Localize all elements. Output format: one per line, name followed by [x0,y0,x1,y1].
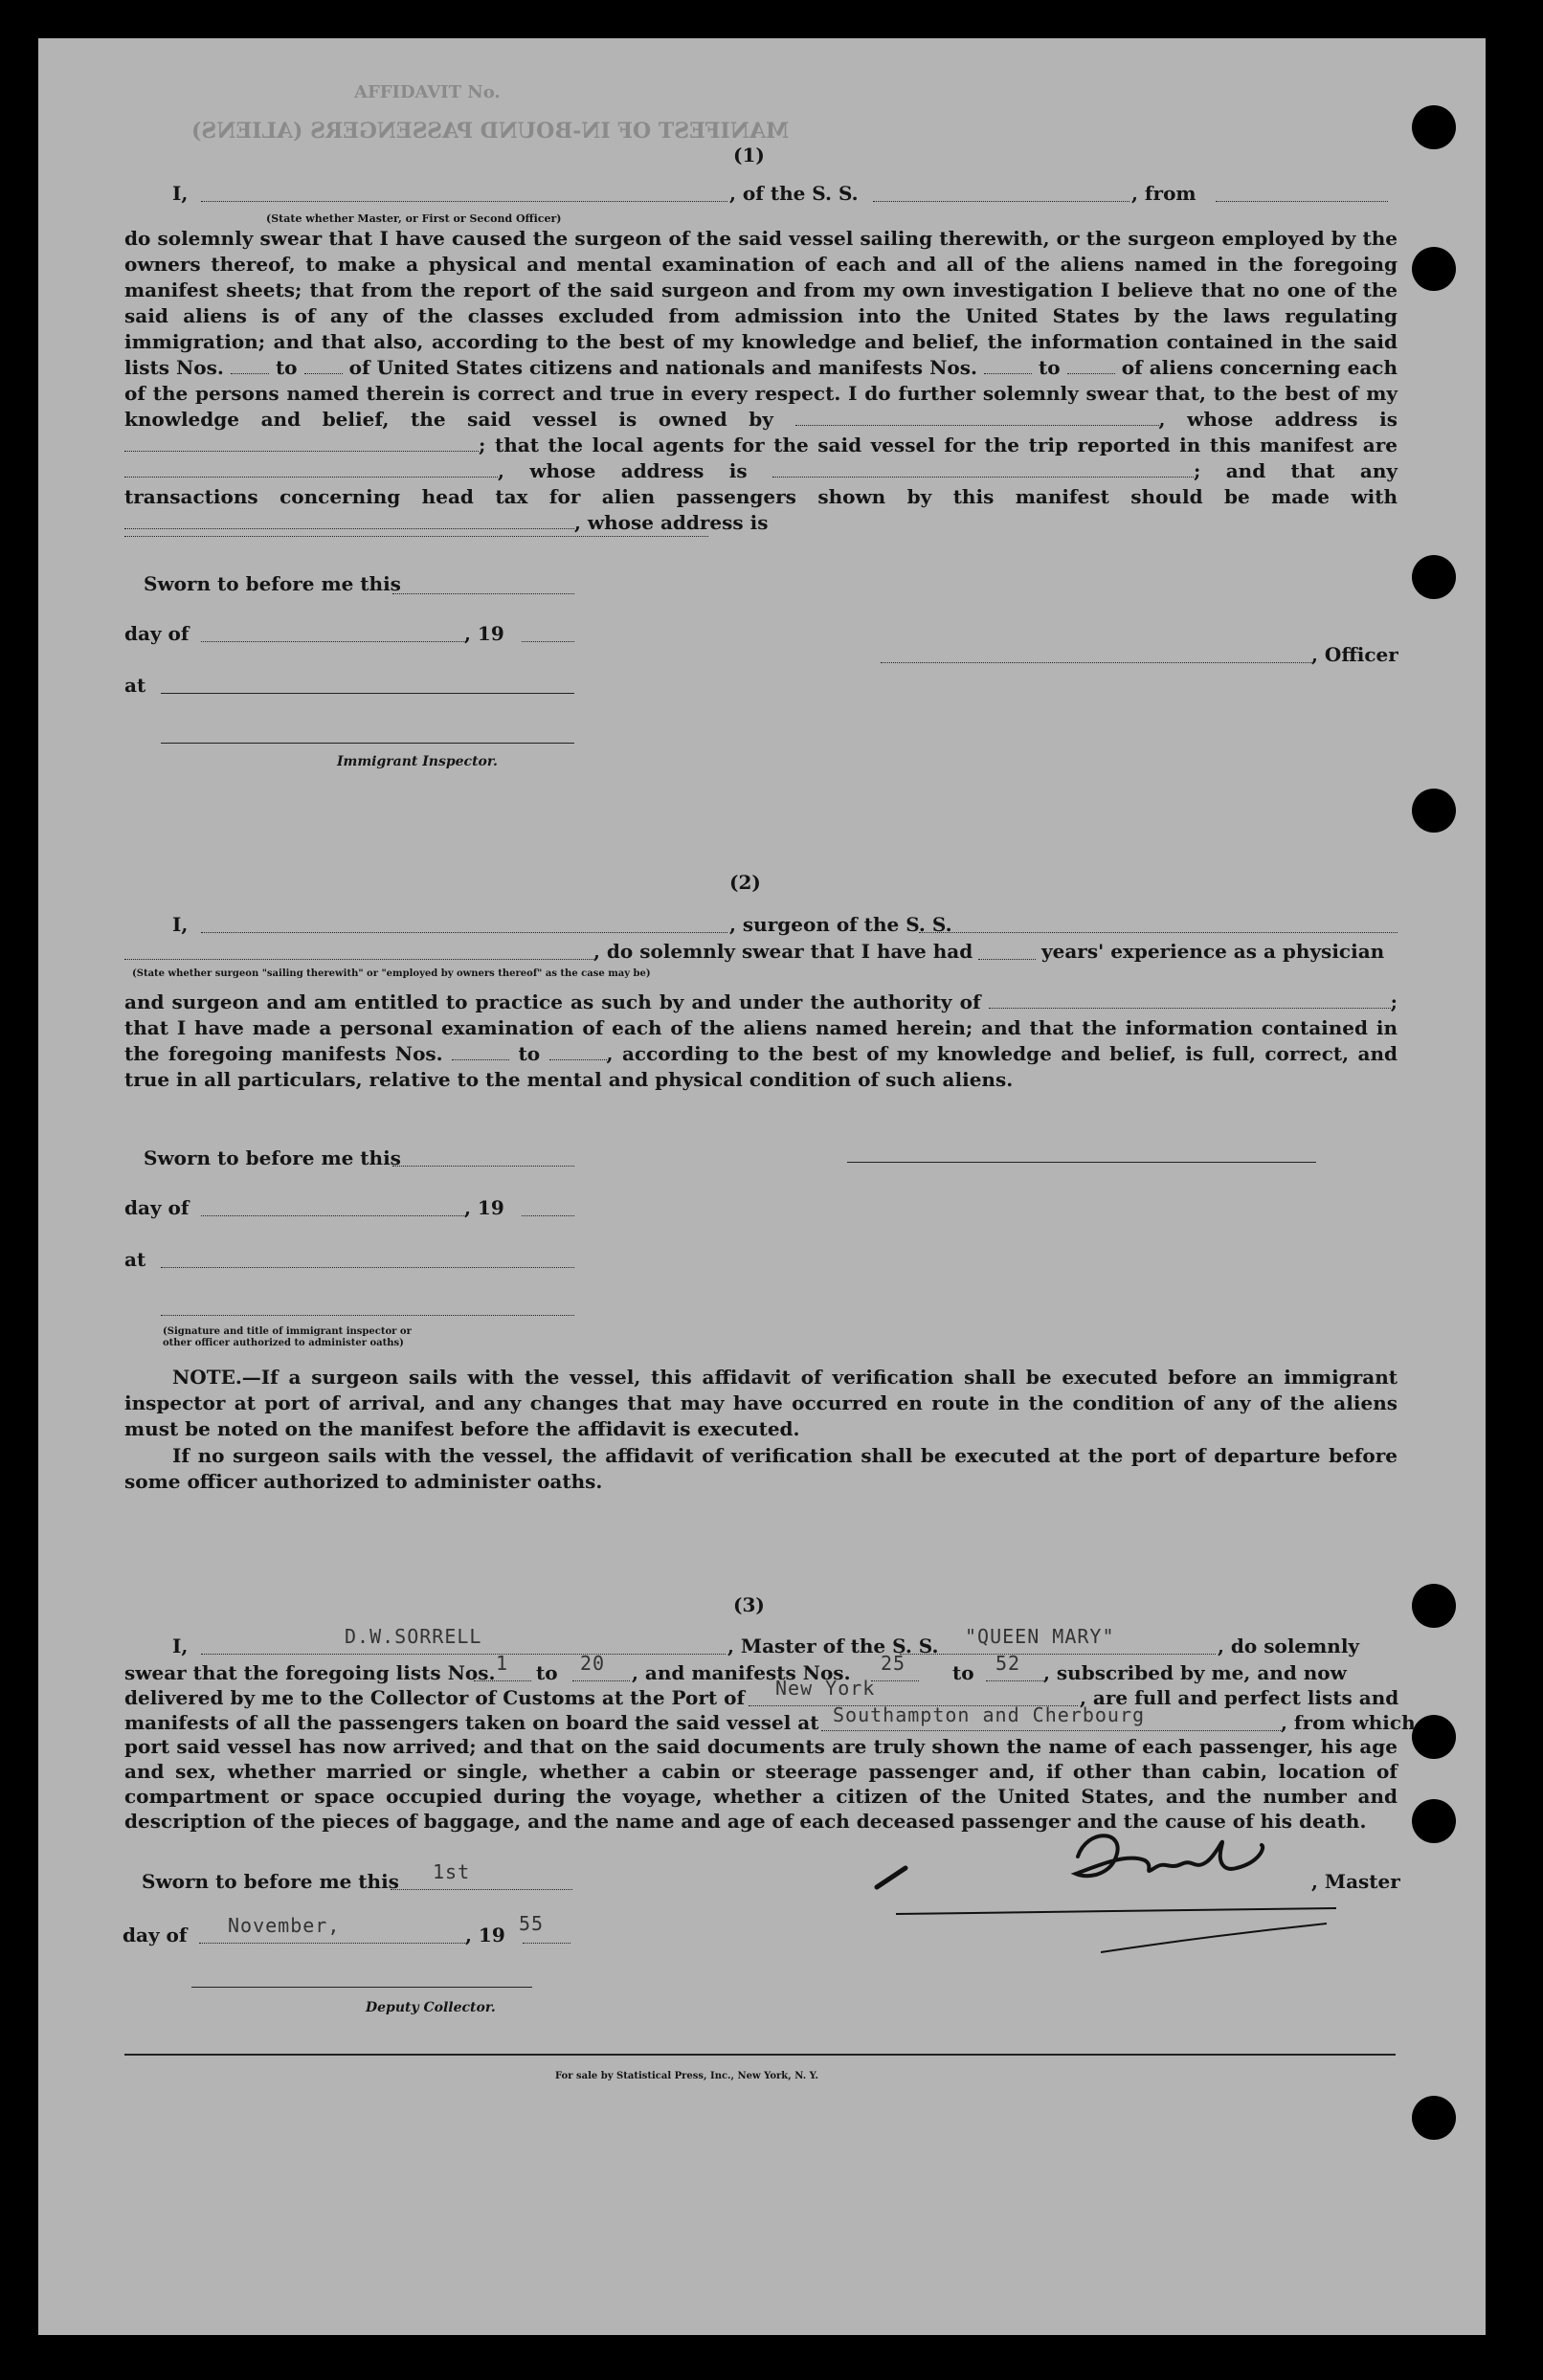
officer-label: , Officer [1311,643,1398,666]
sworn-day-line[interactable] [391,1889,572,1890]
i-label: I, [172,913,189,936]
master-signature [839,1818,1336,1924]
punch-hole [1412,247,1456,291]
punch-hole [1412,105,1456,149]
year-line[interactable] [522,1215,574,1216]
port: New York [775,1677,876,1700]
surgeon-caption: (State whether surgeon "sailing therewith" or "employed by owners thereof" as the case may be) [132,968,651,979]
sig-caption-2: other officer authorized to administer oaths) [163,1338,404,1348]
departure-ports: Southampton and Cherbourg [833,1703,1146,1726]
note-paragraph: NOTE.—If a surgeon sails with the vessel, this affidavit of verification shall be executed before an immigrant inspector at port of arrival, and any changes that may have occurred en route in the condition of any of the aliens must be noted on the manifest before the affidavit is executed. [124,1366,1398,1440]
delivered-label: delivered by me to the Collector of Customs at the Port of [124,1686,746,1709]
section1-body: do solemnly swear that I have caused the surgeon of the said vessel sailing therewith, or the surgeon employed by the owners thereof, to make a physical and mental examination of each and all of the aliens named in the foregoing manifest sheets; that from the report of the said surgeon and from my own investigation I believe that no one of the said aliens is of any of the classes excluded from admission into the United States by the laws regulating immigration; and that also, according to the best of my knowledge and belief, the information contained in the said lists Nos. to of United States citizens and nationals and manifests Nos. to of aliens concerning each of the persons named therein is correct and true in every respect. I do further solemnly swear that, to the best of my knowledge and belief, the said vessel is owned by , whose address is ; that the local agents for the said vessel for the trip reported in this manifest are , whose address is ; and that any transactions concerning head tax for alien passengers shown by this manifest should be made with , whose address is [124,227,1398,534]
signature-line[interactable] [847,1162,1316,1163]
officer-name-line[interactable] [201,201,727,202]
officer-caption: (State whether Master, or First or Second Officer) [266,212,562,225]
at-label: at [124,674,146,697]
section-number: (1) [733,144,765,167]
i-label: I, [172,1635,189,1657]
years-label: years' experience as a physician [1041,940,1385,963]
surgeon-name-line[interactable] [201,932,727,933]
master-of-label: , Master of the S. S. [727,1635,939,1657]
from-line[interactable] [1216,201,1388,202]
day-of-label: day of [124,622,190,645]
bleed-title: MANIFEST OF IN-BOUND PASSENGERS (ALIENS) [191,119,790,144]
master-name-line[interactable] [201,1654,726,1655]
manifests-from-line[interactable] [871,1680,919,1681]
at-line[interactable] [161,693,574,694]
footer-rule [124,2054,1396,2056]
officer-signature-line[interactable] [881,662,1311,663]
section2-body: and surgeon and am entitled to practice as such by and under the authority of ; that I have made a personal examination of each of the aliens named herein; and that the information contained in the foregoing manifests Nos. to , according to the best of my knowledge and belief, is full, correct, and true in all particulars, relative to the mental and physical condition of such aliens. [124,990,1398,1091]
years-line[interactable] [978,959,1036,960]
inspector-caption: Immigrant Inspector. [337,754,498,769]
from-which-label: , from which [1281,1711,1416,1734]
ship-line[interactable] [873,201,1129,202]
month-line[interactable] [201,641,464,642]
lists-to-line[interactable] [572,1680,630,1681]
day-of-label: day of [124,1196,190,1219]
at-label: at [124,1248,146,1271]
from-label: , from [1131,182,1196,205]
punch-hole [1412,555,1456,599]
punch-hole [1412,1715,1456,1759]
bleed-left-stamp: AFFIDAVIT No. [354,82,501,102]
year-label: , 19 [464,622,504,645]
lists-from-line[interactable] [474,1680,531,1681]
sworn-label: Sworn to before me this [144,1146,401,1169]
day-of-label: day of [123,1924,188,1946]
deputy-caption: Deputy Collector. [366,2000,496,2015]
ship-name-line[interactable] [900,1654,1216,1655]
to-label: to [952,1661,974,1684]
punch-hole [1412,1799,1456,1843]
note-paragraph-2: If no surgeon sails with the vessel, the affidavit of verification shall be executed at the port of departure before some officer authorized to administer oaths. [124,1444,1398,1493]
year: 55 [519,1912,545,1935]
sworn-day: 1st [433,1860,471,1883]
inspector-line[interactable] [161,743,574,744]
month: November, [228,1914,341,1937]
manifests-from: 25 [881,1652,906,1675]
sworn-label: Sworn to before me this [142,1870,399,1893]
manifests-to: 52 [995,1652,1021,1675]
full-lists-label: , are full and perfect lists and [1080,1686,1399,1709]
signature-tail [1101,1920,1331,1958]
of-ss-label: , of the S. S. [729,182,859,205]
sig-caption-1: (Signature and title of immigrant inspector or [163,1326,412,1337]
master-label: , Master [1311,1870,1400,1893]
footer-imprint: For sale by Statistical Press, Inc., New York, N. Y. [555,2071,818,2081]
i-label: I, [172,182,189,205]
month-line[interactable] [199,1943,465,1944]
deputy-line[interactable] [191,1987,532,1988]
master-name: D.W.SORRELL [345,1625,482,1648]
to-label: to [536,1661,558,1684]
manifests-label: , and manifests Nos. [632,1661,851,1684]
section-number: (3) [733,1593,765,1616]
punch-hole [1412,789,1456,833]
surgeon-ship-line[interactable] [919,932,1398,933]
manifests-all-label: manifests of all the passengers taken on board the said vessel at [124,1711,819,1734]
ship-name: "QUEEN MARY" [965,1625,1115,1648]
punch-hole [1412,1584,1456,1628]
month-line[interactable] [201,1215,464,1216]
subscribed-label: , subscribed by me, and now [1043,1661,1347,1684]
address-line[interactable] [124,536,708,537]
manifests-to-line[interactable] [986,1680,1043,1681]
lists-to: 20 [580,1652,606,1675]
inspector-signature-line[interactable] [161,1315,574,1316]
year-label: , 19 [465,1924,505,1946]
section-number: (2) [729,871,761,894]
sworn-day-line[interactable] [392,593,574,594]
surgeon-of-label: , surgeon of the S. S. [729,913,952,936]
year-line[interactable] [522,641,574,642]
departure-line[interactable] [821,1730,1281,1731]
sworn-day-line[interactable] [392,1166,574,1167]
swear-label: , do solemnly swear that I have had [593,940,973,963]
section3-body: port said vessel has now arrived; and that on the said documents are truly shown the name of each passenger, his age and sex, whether married or single, whether a cabin or steerage passenger and, if other than cabin, location of compartment or space occupied during the voyage, whether a citizen of the United States, and the number and description of the pieces of baggage, and the name and age of each deceased passenger and the cause of his death. [124,1735,1398,1833]
affidavit-page [38,38,1486,2335]
lists-from: 1 [496,1652,509,1675]
swear-lists-label: swear that the foregoing lists Nos. [124,1661,496,1684]
at-line[interactable] [161,1267,574,1268]
punch-hole [1412,2096,1456,2140]
year-line[interactable] [523,1943,570,1944]
year-label: , 19 [464,1196,504,1219]
surgeon-type-line[interactable] [124,959,593,960]
solemnly-label: , do solemnly [1218,1635,1360,1657]
sworn-label: Sworn to before me this [144,572,401,595]
